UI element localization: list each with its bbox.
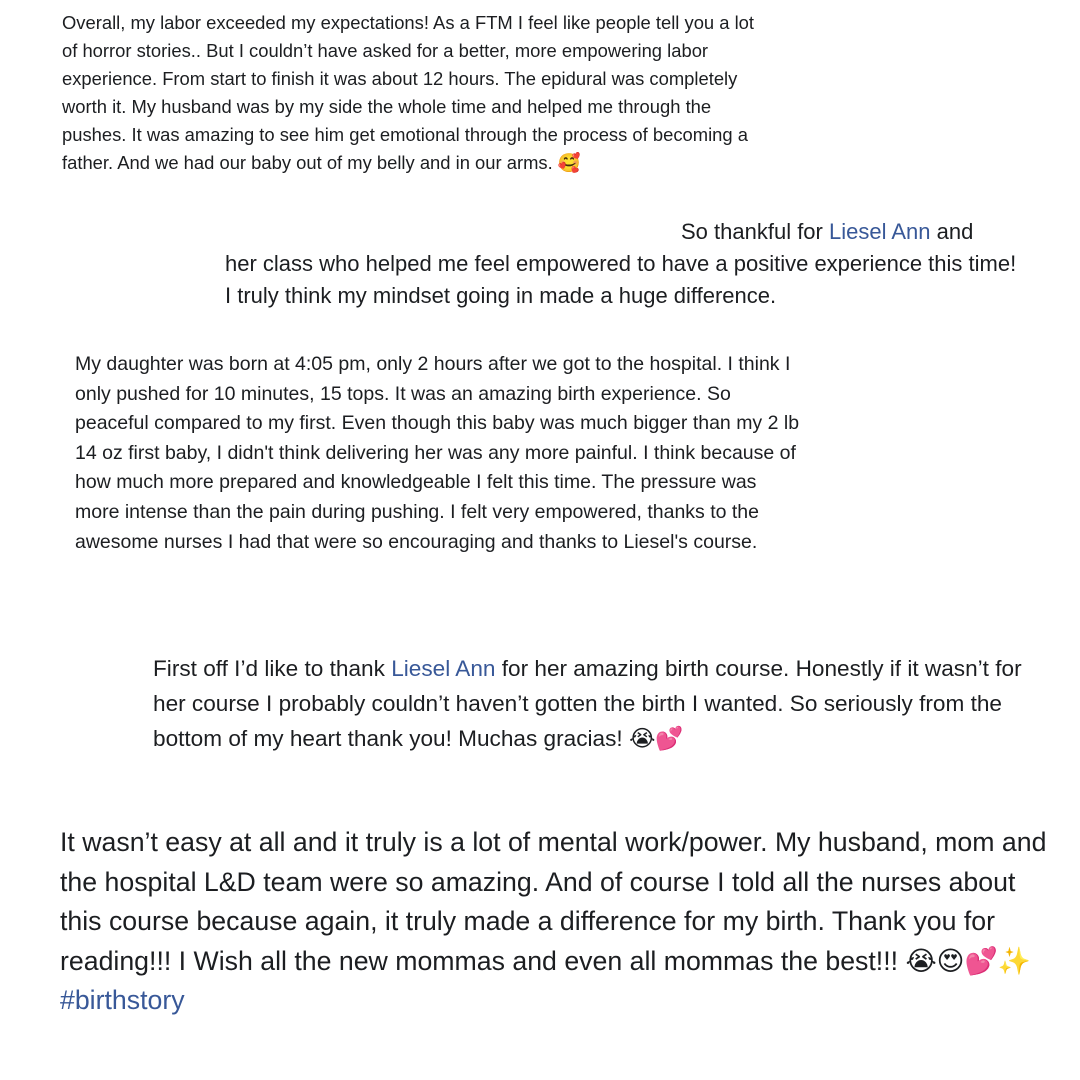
snippet-text: So thankful for — [681, 219, 823, 244]
snippet-text: It wasn’t easy at all and it truly is a lot of mental work/power. My husband, mom and the hospital L&D team were so amazing. And of course I told all the nurses about this course because again, it truly made a difference for my birth. Thank you for reading!!! I Wish all the new mommas and even all mommas the best!!! — [60, 827, 1047, 976]
mention-link-liesel-ann[interactable]: Liesel Ann — [829, 219, 931, 244]
snippet-text: and — [936, 219, 974, 244]
snippet-first-line — [225, 216, 1025, 248]
snippet-text: Overall, my labor exceeded my expectations! As a FTM I feel like people tell you a lot of horror stories.. But I couldn’t have asked for a better, more empowering labor experience. From start to finish it was about 12 hours. The epidural was completely worth it. My husband was by my side the whole time and helped me through the pushes. It was amazing to see him get emotional through the process of becoming a father. And we had our baby out of my belly and in our arms. — [62, 12, 755, 173]
crying-heart-emoji: 😭💕 — [628, 726, 684, 752]
review-snippet-daughter — [75, 350, 805, 557]
review-snippet-mental-work — [60, 823, 1060, 1021]
snippet-text: her class who helped me feel empowered to have a positive experience this time! I truly think my mindset going in made a huge difference. — [225, 251, 1017, 308]
review-snippet-first-off — [153, 651, 1033, 757]
review-snippet-thankful — [225, 216, 1025, 312]
hashtag-birthstory-link[interactable]: #birthstory — [60, 985, 185, 1015]
crying-heart-eyes-sparkles-emoji: 😭😍💕✨ — [905, 945, 1031, 977]
smiling-face-with-hearts-emoji: 🥰 — [557, 153, 581, 174]
snippet-text: My daughter was born at 4:05 pm, only 2 hours after we got to the hospital. I think I only pushed for 10 minutes, 15 tops. It was an amazing birth experience. So peaceful compared to my first. Even though this baby was much bigger than my 2 lb 14 oz first baby, I didn't think delivering her was any more painful. I think because of how much more prepared and knowledgeable I felt this time. The pressure was more intense than the pain during pushing. I felt very empowered, thanks to the awesome nurses I had that were so encouraging and thanks to Liesel's course. — [75, 353, 800, 553]
review-snippet-labor — [62, 9, 762, 178]
snippet-text: First off I’d like to thank — [153, 656, 385, 681]
snippet-text: for her amazing birth course. Honestly if it wasn’t for her course I probably couldn’t haven’t gotten the birth I wanted. So seriously from the bottom of my heart thank you! Muchas gracias! — [153, 656, 1022, 751]
mention-link-liesel-ann[interactable]: Liesel Ann — [391, 656, 496, 681]
